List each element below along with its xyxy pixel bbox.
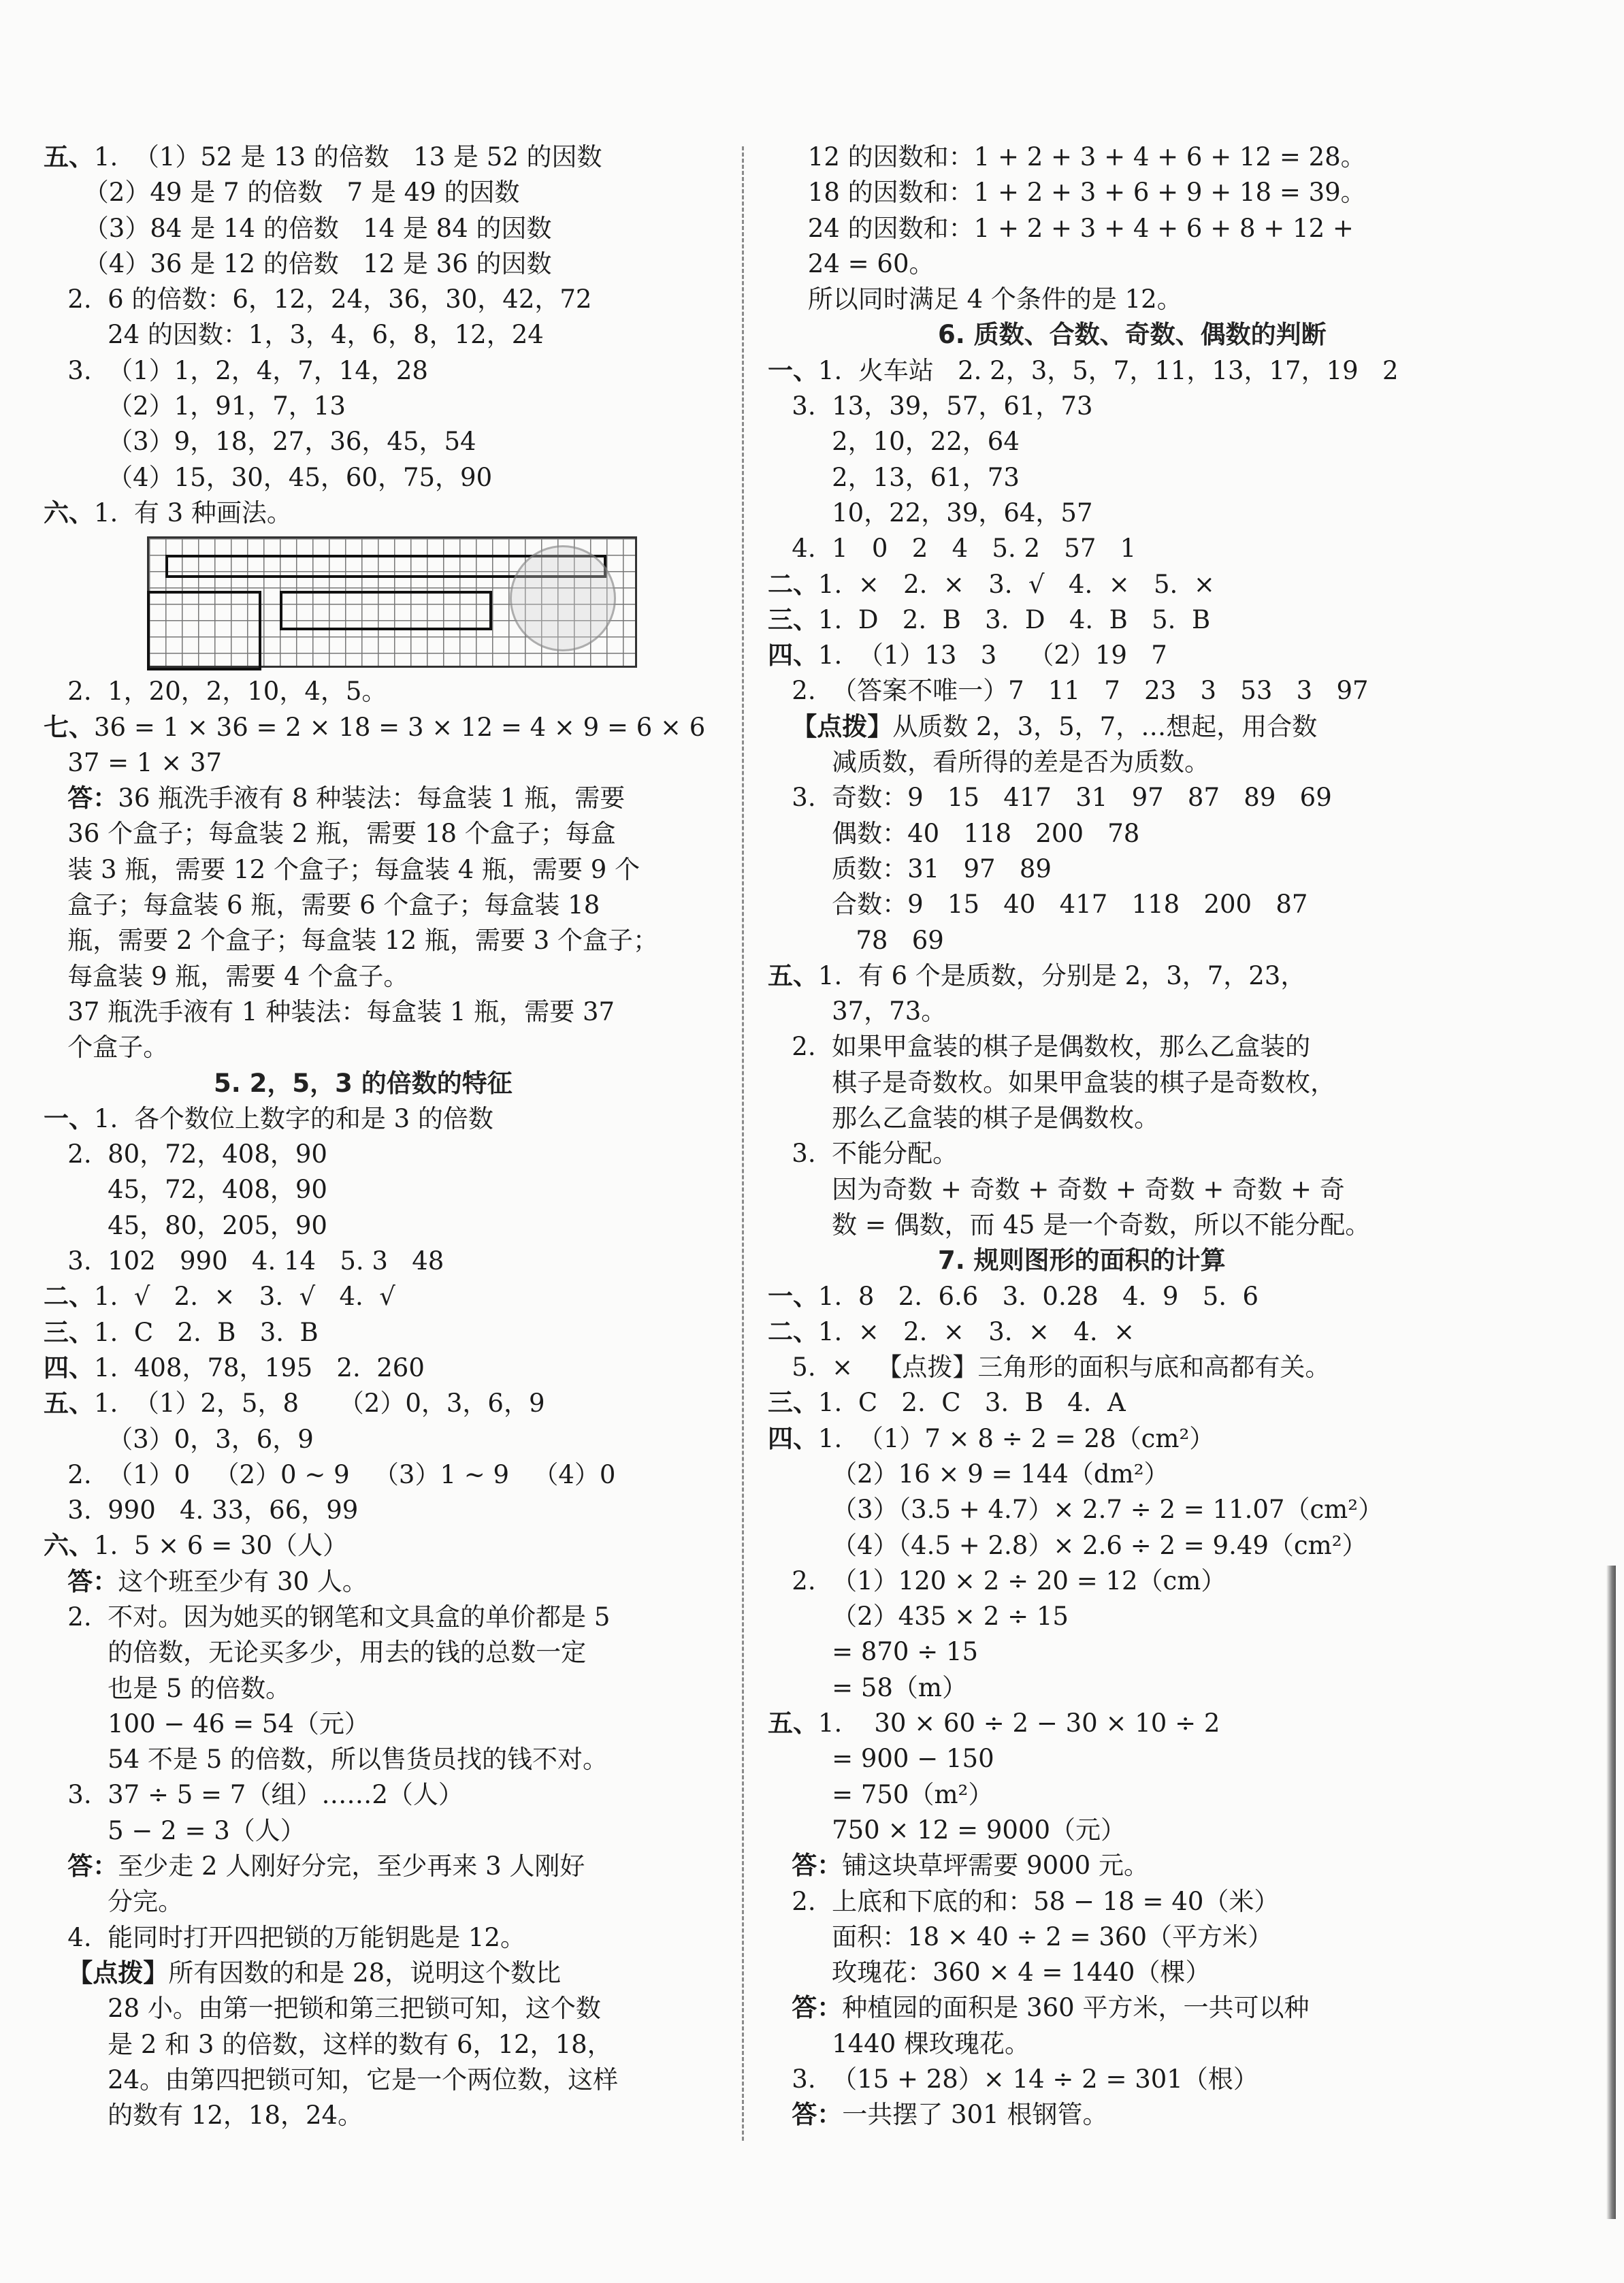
answer-line [768,1599,1448,1634]
answer-line [768,1065,1448,1101]
hint-label: 答： [67,1566,118,1596]
answer-text: = 900 − 150 [768,1744,994,1774]
grid-paper [147,536,637,668]
answer-text: 45，72，408，90 [44,1175,327,1205]
answer-line [768,1029,1448,1065]
answer-text: 750 × 12 = 9000（元） [768,1815,1126,1845]
answer-line [44,1030,724,1065]
answer-text: 2. （1）120 × 2 ÷ 20 = 12（cm） [768,1566,1227,1596]
answer-text: 盒子；每盒装 6 瓶，需要 6 个盒子；每盒装 18 [44,890,600,920]
answer-text: 这个班至少有 30 人。 [118,1566,368,1596]
answer-line [768,1208,1448,1243]
answer-text: 1. C 2. C 3. B 4. A [818,1388,1126,1418]
answer-line [768,923,1448,958]
answer-line [768,1279,1448,1314]
section-number: 二、 [768,1316,818,1346]
answer-line [768,567,1448,602]
answer-text: 1. （1）7 × 8 ÷ 2 = 28（cm²） [818,1423,1215,1453]
grid-figure [44,531,724,674]
answer-text: 1. 30 × 60 ÷ 2 − 30 × 10 ÷ 2 [818,1709,1220,1738]
answer-line [44,888,724,923]
answer-text: 1. （1）13 3 （2）19 7 [818,641,1167,670]
answer-text: （3）9，18，27，36，45，54 [44,427,476,457]
answer-line [768,1955,1448,1990]
answer-text: 2. 上底和下底的和：58 − 18 = 40（米） [768,1886,1280,1916]
answer-text: 24 = 60。 [768,248,935,278]
answer-text: 37 = 1 × 37 [44,747,223,777]
answer-text: 37，73。 [768,997,947,1026]
answer-line [768,1813,1448,1848]
answer-line [44,1457,724,1493]
answer-line [768,1920,1448,1955]
answer-line [768,1741,1448,1777]
answer-text: 3. 13，39，57，61，73 [768,391,1093,421]
section-number: 一、 [768,355,818,385]
answer-line [44,496,724,531]
answer-line [768,958,1448,994]
answer-line [44,781,724,816]
answer-text: 个盒子。 [44,1033,169,1063]
section-number: 三、 [44,1317,94,1347]
answer-text: 数 = 偶数，而 45 是一个奇数，所以不能分配。 [768,1210,1371,1240]
hint-label: 答： [792,2100,843,2130]
answer-line [768,1385,1448,1421]
drawn-rect-square [147,591,261,670]
section-number: 五、 [768,1709,818,1738]
answer-text: 3. （1）1，2，4，7，14，28 [44,355,428,385]
section-number: 六、 [44,498,94,528]
hint-label: 答： [67,783,118,813]
section-number: 六、 [44,1531,94,1561]
answer-text: 12 的因数和：1 + 2 + 3 + 4 + 6 + 12 = 28。 [768,142,1366,172]
answer-text: 一共摆了 301 根钢管。 [842,2100,1108,2130]
answer-text: 因为奇数 + 奇数 + 奇数 + 奇数 + 奇数 + 奇 [768,1174,1345,1204]
answer-line [44,1991,724,2026]
section-number: 一、 [44,1103,94,1133]
answer-text: 2. 如果甲盒装的棋子是偶数枚，那么乙盒装的 [768,1032,1311,1062]
answer-line [44,745,724,781]
section-number: 二、 [768,569,818,599]
answer-text: 1440 棵玫瑰花。 [768,2028,1030,2058]
answer-line [44,1422,724,1457]
answer-line [768,1884,1448,1920]
answer-text: 2. （答案不唯一）7 11 7 23 3 53 3 97 [768,676,1369,706]
answer-line [44,424,724,459]
answer-line [768,780,1448,815]
answer-line [768,496,1448,531]
answer-text: 的数有 12，18，24。 [44,2101,363,2131]
answer-line [768,1314,1448,1350]
hint-label: 答： [67,1851,118,1881]
answer-line [768,282,1448,317]
answer-text: （2）49 是 7 的倍数 7 是 49 的因数 [44,178,520,208]
answer-line [768,602,1448,638]
answer-text: 1. （1）52 是 13 的倍数 13 是 52 的因数 [94,142,602,172]
answer-text: 分完。 [44,1887,184,1917]
section-number: 一、 [768,1281,818,1311]
answer-text: （2）16 × 9 = 144（dm²） [768,1459,1169,1489]
answer-line [768,673,1448,709]
answer-line [768,1172,1448,1208]
answer-line [768,353,1448,389]
section-number: 三、 [768,604,818,634]
drawn-rect-medium [280,591,492,630]
answer-line [768,460,1448,496]
answer-text: 2，10，22，64 [768,427,1020,457]
answer-line [44,1066,724,1101]
answer-line [768,317,1448,353]
answer-line [768,852,1448,887]
answer-text: 1. 火车站 2. 2，3，5，7，11，13，17，19 2 [818,355,1399,385]
answer-text: 种植园的面积是 360 平方米，一共可以种 [842,1993,1310,2023]
answer-text: 4. 1 0 2 4 5. 2 57 1 [768,534,1137,564]
answer-text: = 750（m²） [768,1779,994,1809]
section-number: 二、 [44,1282,94,1312]
answer-line [768,2026,1448,2062]
answer-line [768,816,1448,852]
answer-text: （4）（4.5 + 2.8）× 2.6 ÷ 2 = 9.49（cm²） [768,1530,1367,1560]
answer-line [768,1136,1448,1171]
answer-line [44,211,724,246]
answer-line [44,1742,724,1777]
answer-text: 54 不是 5 的倍数，所以售货员找的钱不对。 [44,1745,608,1775]
answer-text: 合数：9 15 40 417 118 200 87 [768,890,1308,920]
answer-text: 37 瓶洗手液有 1 种装法：每盒装 1 瓶，需要 37 [44,997,615,1026]
answer-text: 78 69 [768,925,944,955]
left-column [44,140,724,2133]
answer-line [44,353,724,389]
hint-label: 答： [792,1851,843,1881]
section-number: 四、 [768,641,818,670]
answer-text: 瓶，需要 2 个盒子；每盒装 12 瓶，需要 3 个盒子； [44,926,659,956]
answer-line [768,2097,1448,2133]
stamp-watermark [510,545,616,651]
answer-text: 24 的因数：1，3，4，6，8，12，24 [44,320,544,350]
answer-line [44,317,724,353]
answer-text: 也是 5 的倍数。 [44,1673,291,1703]
hint-label: 【点拨】 [792,711,893,741]
section-title: 5. 2，5，3 的倍数的特征 [214,1068,513,1098]
answer-line [44,1777,724,1813]
answer-text: 的倍数，无论买多少，用去的钱的总数一定 [44,1638,587,1668]
answer-line [44,994,724,1030]
answer-line [768,1457,1448,1492]
answer-line [768,211,1448,246]
answer-line [44,1244,724,1279]
answer-line [768,531,1448,566]
answer-line [768,994,1448,1029]
answer-line [44,710,724,745]
answer-text: 2，13，61，73 [768,462,1020,492]
answer-line [44,1386,724,1421]
answer-text: 2. 80，72，408，90 [44,1139,327,1169]
answer-line [44,852,724,888]
answer-text: 1. × 2. × 3. × 4. × [818,1316,1135,1346]
answer-line [768,1528,1448,1564]
answer-line [768,887,1448,922]
column-divider [742,146,744,2141]
answer-line [44,1956,724,1991]
page-edge-shadow [1606,1566,1616,2219]
answer-text: 3. 990 4. 33，66，99 [44,1495,359,1525]
answer-text: 24 的因数和：1 + 2 + 3 + 4 + 6 + 8 + 12 + [768,213,1354,243]
answer-text: 1. 有 6 个是质数，分别是 2，3，7，23， [818,960,1306,990]
answer-line [768,638,1448,673]
answer-line [44,674,724,709]
answer-text: 1. （1）2，5，8 （2）0，3，6，9 [94,1389,545,1419]
answer-text: （4）36 是 12 的倍数 12 是 36 的因数 [44,248,552,278]
answer-line [44,1137,724,1172]
section-number: 五、 [44,142,94,172]
answer-text: 4. 能同时打开四把锁的万能钥匙是 12。 [44,1922,525,1952]
answer-line [44,246,724,282]
answer-line [44,1101,724,1137]
answer-line [44,1671,724,1706]
answer-text: 玫瑰花：360 × 4 = 1440（棵） [768,1958,1211,1988]
answer-text: 3. 奇数：9 15 417 31 97 87 89 69 [768,783,1332,813]
hint-label: 答： [792,1993,843,2023]
answer-line [44,1884,724,1920]
answer-text: （3）（3.5 + 4.7）× 2.7 ÷ 2 = 11.07（cm²） [768,1495,1384,1525]
right-column [768,140,1448,2133]
section-number: 四、 [768,1423,818,1453]
answer-text: 36 瓶洗手液有 8 种装法：每盒装 1 瓶，需要 [118,783,626,813]
answer-line [44,923,724,958]
answer-text: 面积：18 × 40 ÷ 2 = 360（平方米） [768,1922,1273,1952]
answer-line [44,1813,724,1849]
answer-line [768,1777,1448,1813]
answer-text: 2. （1）0 （2）0 ~ 9 （3）1 ~ 9 （4）0 [44,1459,616,1489]
answer-text: 所有因数的和是 28，说明这个数比 [168,1958,562,1988]
answer-text: 从质数 2，3，5，7，…想起，用合数 [892,711,1318,741]
answer-line [44,1600,724,1635]
answer-line [44,175,724,210]
answer-text: 10，22，39，64，57 [768,498,1093,528]
answer-line [768,1421,1448,1457]
answer-text: 5 − 2 = 3（人） [44,1815,306,1845]
answer-line [768,140,1448,175]
answer-text: 2. 不对。因为她买的钢笔和文具盒的单价都是 5 [44,1602,611,1632]
answer-text: 45，80，205，90 [44,1210,327,1240]
section-number: 三、 [768,1388,818,1418]
answer-text: 24。由第四把锁可知，它是一个两位数，这样 [44,2065,619,2094]
section-number: 七、 [44,712,94,742]
section-title: 7. 规则图形的面积的计算 [938,1246,1226,1276]
hint-label: 【点拨】 [67,1958,169,1988]
answer-text: 1. 有 3 种画法。 [94,498,292,528]
answer-line [768,1243,1448,1278]
answer-text: 2. 6 的倍数：6，12，24，36，30，42，72 [44,285,592,314]
answer-line [44,140,724,175]
answer-line [768,389,1448,424]
answer-text: 5. × 【点拨】三角形的面积与底和高都有关。 [768,1353,1331,1382]
section-number: 四、 [44,1353,94,1382]
answer-line [768,246,1448,282]
answer-text: = 870 ÷ 15 [768,1637,979,1667]
answer-text: = 58（m） [768,1672,968,1702]
answer-text: 减质数，看所得的差是否为质数。 [768,747,1210,777]
answer-text: （2）435 × 2 ÷ 15 [768,1602,1069,1632]
answer-text: 18 的因数和：1 + 2 + 3 + 6 + 9 + 18 = 39。 [768,178,1366,208]
answer-line [44,1528,724,1564]
answer-text: 100 − 46 = 54（元） [44,1709,370,1738]
answer-line [44,1172,724,1208]
answer-text: 1. 8 2. 6.6 3. 0.28 4. 9 5. 6 [818,1281,1259,1311]
answer-text: （2）1，91，7，13 [44,391,346,421]
answer-line [768,175,1448,210]
answer-line [44,282,724,317]
answer-line [768,2062,1448,2097]
answer-line [44,2027,724,2062]
answer-text: 1. √ 2. × 3. √ 4. √ [94,1282,395,1312]
answer-text: 至少走 2 人刚好分完，至少再来 3 人刚好 [118,1851,585,1881]
answer-text: 28 小。由第一把锁和第三把锁可知，这个数 [44,1994,601,2024]
answer-text: 2. 1，20，2，10，4，5。 [44,677,387,707]
answer-text: 1. × 2. × 3. √ 4. × 5. × [818,569,1215,599]
answer-text: 1. D 2. B 3. D 4. B 5. B [818,604,1211,634]
answer-line [768,1990,1448,2026]
section-number: 五、 [44,1389,94,1419]
answer-text: 3. 102 990 4. 14 5. 3 48 [44,1246,444,1276]
answer-line [44,1635,724,1670]
answer-line [768,1564,1448,1599]
answer-text: 3. 不能分配。 [768,1139,958,1169]
answer-line [44,1849,724,1884]
answer-text: 36 = 1 × 36 = 2 × 18 = 3 × 12 = 4 × 9 = 6 × 6 [94,712,706,742]
answer-text: 铺这块草坪需要 9000 元。 [842,1851,1149,1881]
answer-text: （3）84 是 14 的倍数 14 是 84 的因数 [44,213,552,243]
answer-line [768,1634,1448,1670]
answer-line [768,1848,1448,1883]
answer-text: 1. 5 × 6 = 30（人） [94,1531,348,1561]
answer-text: 是 2 和 3 的倍数，这样的数有 6，12，18， [44,2029,613,2059]
answer-line [44,816,724,852]
answer-line [44,1706,724,1742]
answer-text: （3）0，3，6，9 [44,1424,314,1454]
answer-line [44,2062,724,2098]
answer-text: 3. 37 ÷ 5 = 7（组）……2（人） [44,1780,464,1810]
answer-line [44,1493,724,1528]
left-column-bottom [44,674,724,2133]
answer-text: 3. （15 + 28）× 14 ÷ 2 = 301（根） [768,2065,1258,2094]
answer-line [44,460,724,496]
answer-line [44,1350,724,1386]
answer-text: 质数：31 97 89 [768,854,1052,884]
left-column-top [44,140,724,531]
answer-line [44,1208,724,1244]
answer-line [768,1350,1448,1385]
answer-line [768,1706,1448,1741]
answer-line [44,1315,724,1350]
section-title: 6. 质数、合数、奇数、偶数的判断 [938,320,1327,350]
answer-line [44,1279,724,1314]
section-number: 五、 [768,960,818,990]
answer-line [768,1670,1448,1706]
answer-line [768,424,1448,459]
answer-text: 那么乙盒装的棋子是偶数枚。 [768,1103,1160,1133]
answer-line [44,389,724,424]
answer-text: 装 3 瓶，需要 12 个盒子；每盒装 4 瓶，需要 9 个 [44,854,640,884]
answer-line [44,1564,724,1600]
answer-text: 所以同时满足 4 个条件的是 12。 [768,285,1182,314]
answer-line [768,745,1448,780]
answer-text: 偶数：40 118 200 78 [768,818,1140,848]
answer-text: 1. 各个数位上数字的和是 3 的倍数 [94,1103,493,1133]
answer-line [768,1492,1448,1527]
answer-text: 1. 408，78，195 2. 260 [94,1353,425,1382]
answer-text: 棋子是奇数枚。如果甲盒装的棋子是奇数枚， [768,1067,1336,1097]
answer-text: （4）15，30，45，60，75，90 [44,462,493,492]
answer-text: 1. C 2. B 3. B [94,1317,319,1347]
answer-line [768,1101,1448,1136]
answer-text: 每盒装 9 瓶，需要 4 个盒子。 [44,961,409,991]
answer-line [768,709,1448,745]
answer-line [44,959,724,994]
answer-line [44,2098,724,2133]
answer-line [44,1920,724,1956]
answer-text: 36 个盒子；每盒装 2 瓶，需要 18 个盒子；每盒 [44,819,616,849]
